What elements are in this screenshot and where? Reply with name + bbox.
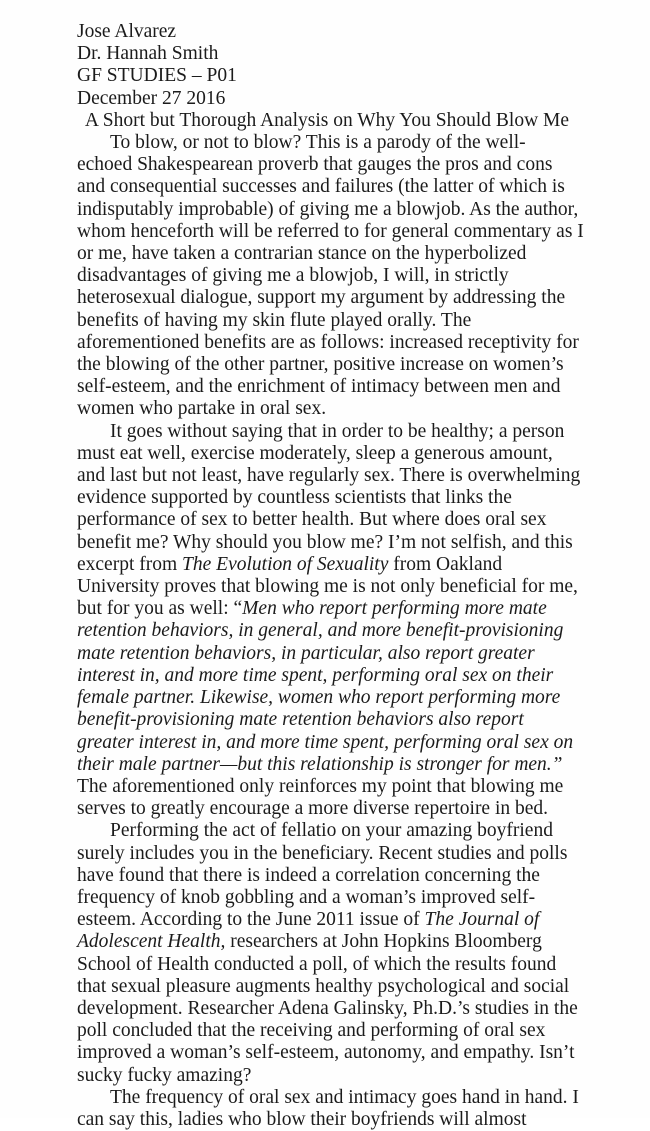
italic-text-run: retention behaviors, in general, and more benefit-provisioning xyxy=(77,620,564,642)
document-line xyxy=(77,754,577,776)
text-run: from Oakland xyxy=(388,553,503,575)
document-line xyxy=(77,376,577,398)
document-line xyxy=(77,310,577,332)
document-line xyxy=(77,199,577,221)
text-run: improved a woman’s self-esteem, autonomy, and empathy. Isn’t xyxy=(77,1042,575,1064)
text-run: indisputably improbable) of giving me a blowjob. As the author, xyxy=(77,198,579,220)
text-run: and last but not least, have regularly sex. There is overwhelming xyxy=(77,465,581,487)
italic-text-run: greater interest in, and more time spent, performing oral sex on xyxy=(77,731,574,753)
text-run: performance of sex to better health. But where does oral sex xyxy=(77,509,547,531)
document-line xyxy=(77,220,584,243)
text-run: can say this, ladies who blow their boyfriends will almost xyxy=(77,1108,527,1130)
document-line xyxy=(77,554,577,576)
text-run: December 27 2016 xyxy=(77,87,226,109)
text-run: evidence supported by countless scientists that links the xyxy=(77,487,512,509)
italic-text-run: The Journal of xyxy=(424,909,540,931)
document-line xyxy=(77,887,577,909)
text-run: The aforementioned only reinforces my point that blowing me xyxy=(77,775,564,797)
text-run: aforementioned benefits are as follows: increased receptivity for xyxy=(77,331,579,353)
document-line xyxy=(77,421,577,443)
text-run: the blowing of the other partner, positive increase on women’s xyxy=(77,354,564,376)
document-line xyxy=(77,509,577,531)
text-run: It goes without saying that in order to be healthy; a person xyxy=(110,420,565,442)
text-run: must eat well, exercise moderately, sleep a generous amount, xyxy=(77,442,553,464)
text-run: Dr. Hannah Smith xyxy=(77,43,219,65)
text-run: that sexual pleasure augments healthy psychological and social xyxy=(77,975,570,997)
document-line xyxy=(77,687,577,709)
document-line xyxy=(77,532,577,554)
document-line xyxy=(77,976,577,998)
text-run: esteem. According to the June 2011 issue of xyxy=(77,909,425,931)
text-run: or me, have taken a contrarian stance on the hyperbolized xyxy=(77,243,527,265)
document-line xyxy=(77,1109,577,1131)
document-line xyxy=(77,798,577,820)
document-line xyxy=(77,998,577,1020)
text-run: self-esteem, and the enrichment of intimacy between men and xyxy=(77,376,561,398)
italic-text-run: benefit-provisioning mate retention behaviors also report xyxy=(77,709,524,731)
document-line xyxy=(77,1042,577,1064)
text-run: whom henceforth will be referred to for general commentary as I xyxy=(77,220,584,242)
text-run: To blow, or not to blow? This is a parody of the well- xyxy=(110,132,526,154)
document-line xyxy=(77,487,577,509)
document-line xyxy=(77,665,577,687)
text-run: researchers at John Hopkins Bloomberg xyxy=(225,931,542,953)
italic-text-run: Adolescent Health, xyxy=(77,931,226,953)
document-line xyxy=(77,843,577,865)
text-run: disadvantages of giving me a blowjob, I will, in strictly xyxy=(77,265,509,287)
text-run: heterosexual dialogue, support my argument by addressing the xyxy=(77,287,566,309)
text-run: and consequential successes and failures (the latter of which is xyxy=(77,176,565,198)
italic-text-run: mate retention behaviors, in particular, also report greater xyxy=(77,642,535,664)
italic-text-run: their male partner—but this relationship is stronger for men.” xyxy=(77,753,563,775)
document-line xyxy=(77,154,577,176)
text-run: Jose Alvarez xyxy=(77,21,177,42)
document-line xyxy=(77,1065,577,1087)
text-run: The frequency of oral sex and intimacy goes hand in hand. I xyxy=(110,1086,579,1108)
document-line xyxy=(77,576,577,598)
text-run: serves to greatly encourage a more diverse repertoire in bed. xyxy=(77,798,549,820)
document-line xyxy=(77,820,577,842)
text-run: but for you as well: “ xyxy=(77,598,243,620)
document-line xyxy=(77,1087,577,1109)
text-run: GF STUDIES – P01 xyxy=(77,65,237,87)
document-line xyxy=(77,620,577,642)
document-body xyxy=(77,132,584,1131)
header-line xyxy=(77,65,577,87)
header-line xyxy=(77,21,577,43)
italic-text-run: Men who report performing more mate xyxy=(242,598,547,620)
document-line xyxy=(77,243,577,265)
text-run: School of Health conducted a poll, of which the results found xyxy=(77,953,557,975)
text-run: sucky fucky amazing? xyxy=(77,1064,252,1086)
document-line xyxy=(77,265,577,287)
document-line xyxy=(77,643,577,665)
text-run: echoed Shakespearean proverb that gauges the pros and cons xyxy=(77,154,553,176)
text-run: benefit me? Why should you blow me? I’m not selfish, and this xyxy=(77,531,573,553)
document-line xyxy=(77,954,577,976)
italic-text-run: interest in, and more time spent, performing oral sex on their xyxy=(77,664,554,686)
text-run: surely includes you in the beneficiary. Recent studies and polls xyxy=(77,842,568,864)
document-line xyxy=(77,931,577,953)
document-line xyxy=(77,132,577,154)
document-line xyxy=(77,909,577,931)
document-title: A Short but Thorough Analysis on Why You Should Blow Me xyxy=(84,109,570,131)
text-run: development. Researcher Adena Galinsky, Ph.D.’s studies in the xyxy=(77,997,578,1019)
document-line xyxy=(77,865,577,887)
document-line xyxy=(77,598,577,620)
document-line xyxy=(77,176,577,198)
text-run: have found that there is indeed a correlation concerning the xyxy=(77,864,540,886)
document-line xyxy=(77,709,577,731)
text-run: University proves that blowing me is not only beneficial for me, xyxy=(77,576,578,598)
text-run: Performing the act of fellatio on your amazing boyfriend xyxy=(110,820,553,842)
document-line xyxy=(77,732,577,754)
document-line xyxy=(77,398,577,420)
document-line xyxy=(77,287,577,309)
italic-text-run: female partner. Likewise, women who report performing more xyxy=(77,687,561,709)
document-line xyxy=(77,776,577,798)
document-line xyxy=(77,1020,577,1042)
document-line xyxy=(77,354,577,376)
text-run: women who partake in oral sex. xyxy=(77,398,327,420)
document-line xyxy=(77,332,577,354)
document-line xyxy=(77,443,577,465)
header-line xyxy=(77,88,577,110)
document-line xyxy=(77,465,581,487)
header-line xyxy=(77,43,577,65)
text-run: poll concluded that the receiving and performing of oral sex xyxy=(77,1020,546,1042)
text-run: frequency of knob gobbling and a woman’s improved self- xyxy=(77,886,536,908)
document-content xyxy=(77,21,584,1131)
document-header xyxy=(77,21,577,110)
italic-text-run: The Evolution of Sexuality xyxy=(182,553,389,575)
text-run: excerpt from xyxy=(77,553,183,575)
text-run: benefits of having my skin flute played orally. The xyxy=(77,309,472,331)
